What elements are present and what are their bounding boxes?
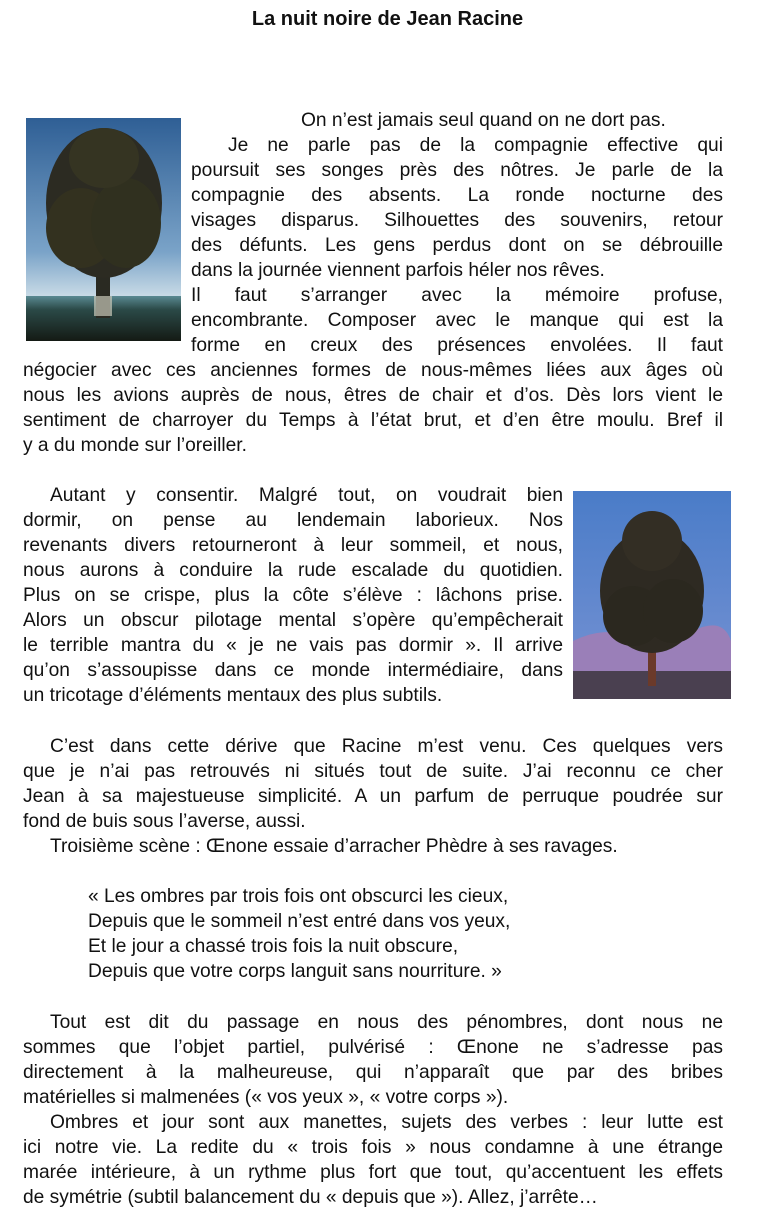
text-line: compagnie des absents. La ronde nocturne des [191,185,723,206]
text-line: Tout est dit du passage en nous des pénombres, dont nous ne [50,1012,723,1033]
text-line: négocier avec ces anciennes formes de nous-mêmes liées aux âges où [23,360,723,381]
text-line: Il faut s’arranger avec la mémoire profuse, [191,285,723,306]
text-line: que je n’ai pas retrouvés ni situés tout de suite. J’ai reconnu ce cher [23,761,723,782]
text-line: revenants divers retourneront à leur sommeil, et nous, [23,535,563,556]
text-line: visages disparus. Silhouettes des souvenirs, retour [191,210,723,231]
verse-line: Depuis que votre corps languit sans nourriture. » [88,961,502,982]
verse-line: Depuis que le sommeil n’est entré dans vos yeux, [88,911,511,932]
text-line: sommes que l’objet partiel, pulvérisé : Œnone ne s’adresse pas [23,1037,723,1058]
tree-painting-image-2 [573,491,731,699]
text-line: Jean à sa majestueuse simplicité. A un parfum de perruque poudrée sur [23,786,723,807]
text-line: Ombres et jour sont aux manettes, sujets des verbes : leur lutte est [50,1112,723,1133]
page-title: La nuit noire de Jean Racine [251,8,524,30]
text-line: sentiment de charroyer du Temps à l’état brut, et d’en être moulu. Bref il [23,410,723,431]
text-line: un tricotage d’éléments mentaux des plus subtils. [23,685,443,706]
text-line: nous les avions auprès de nous, êtres de chair et d’os. Dès lors vient le [23,385,723,406]
text-line: fond de buis sous l’averse, aussi. [23,811,306,832]
text-line: Troisième scène : Œnone essaie d’arracher Phèdre à ses ravages. [50,836,618,857]
tree-painting-1-icon [26,118,181,341]
text-line: directement à la malheureuse, qui n’apparaît que par des bribes [23,1062,723,1083]
text-line: dormir, on pense au lendemain laborieux. Nos [23,510,563,531]
text-line: le terrible mantra du « je ne vais pas dormir ». Il arrive [23,635,563,656]
text-line: Je ne parle pas de la compagnie effective qui [228,135,723,156]
text-line: encombrante. Composer avec le manque qui est la [191,310,723,331]
text-line: dans la journée viennent parfois héler nos rêves. [191,260,605,281]
text-line: ici notre vie. La redite du « trois fois » nous condamne à une étrange [23,1137,723,1158]
text-line: Plus on se crispe, plus la côte s’élève : lâchons prise. [23,585,563,606]
text-line: Autant y consentir. Malgré tout, on voudrait bien [50,485,563,506]
text-line: Alors un obscur pilotage mental s’opère qu’empêcherait [23,610,563,631]
text-line: de symétrie (subtil balancement du « depuis que »). Allez, j’arrête… [23,1187,598,1208]
verse-line: « Les ombres par trois fois ont obscurci les cieux, [88,886,509,907]
tree-painting-2-icon [573,491,731,699]
text-line: poursuit ses songes près des nôtres. Je parle de la [191,160,723,181]
text-line: forme en creux des présences envolées. Il faut [191,335,723,356]
text-line: matérielles si malmenées (« vos yeux », « votre corps »). [23,1087,509,1108]
tree-painting-image-1 [26,118,181,341]
text-line: des défunts. Les gens perdus dont on se débrouille [191,235,723,256]
text-line: C’est dans cette dérive que Racine m’est venu. Ces quelques vers [50,736,723,757]
text-line: nous aurons à conduire la rude escalade du quotidien. [23,560,563,581]
text-line: On n’est jamais seul quand on ne dort pas. [301,110,666,131]
text-line: qu’on s’assoupisse dans ce monde intermédiaire, dans [23,660,563,681]
text-line: marée intérieure, à un rythme plus fort que tout, qu’accentuent les effets [23,1162,723,1183]
text-line: y a du monde sur l’oreiller. [23,435,247,456]
verse-line: Et le jour a chassé trois fois la nuit obscure, [88,936,459,957]
